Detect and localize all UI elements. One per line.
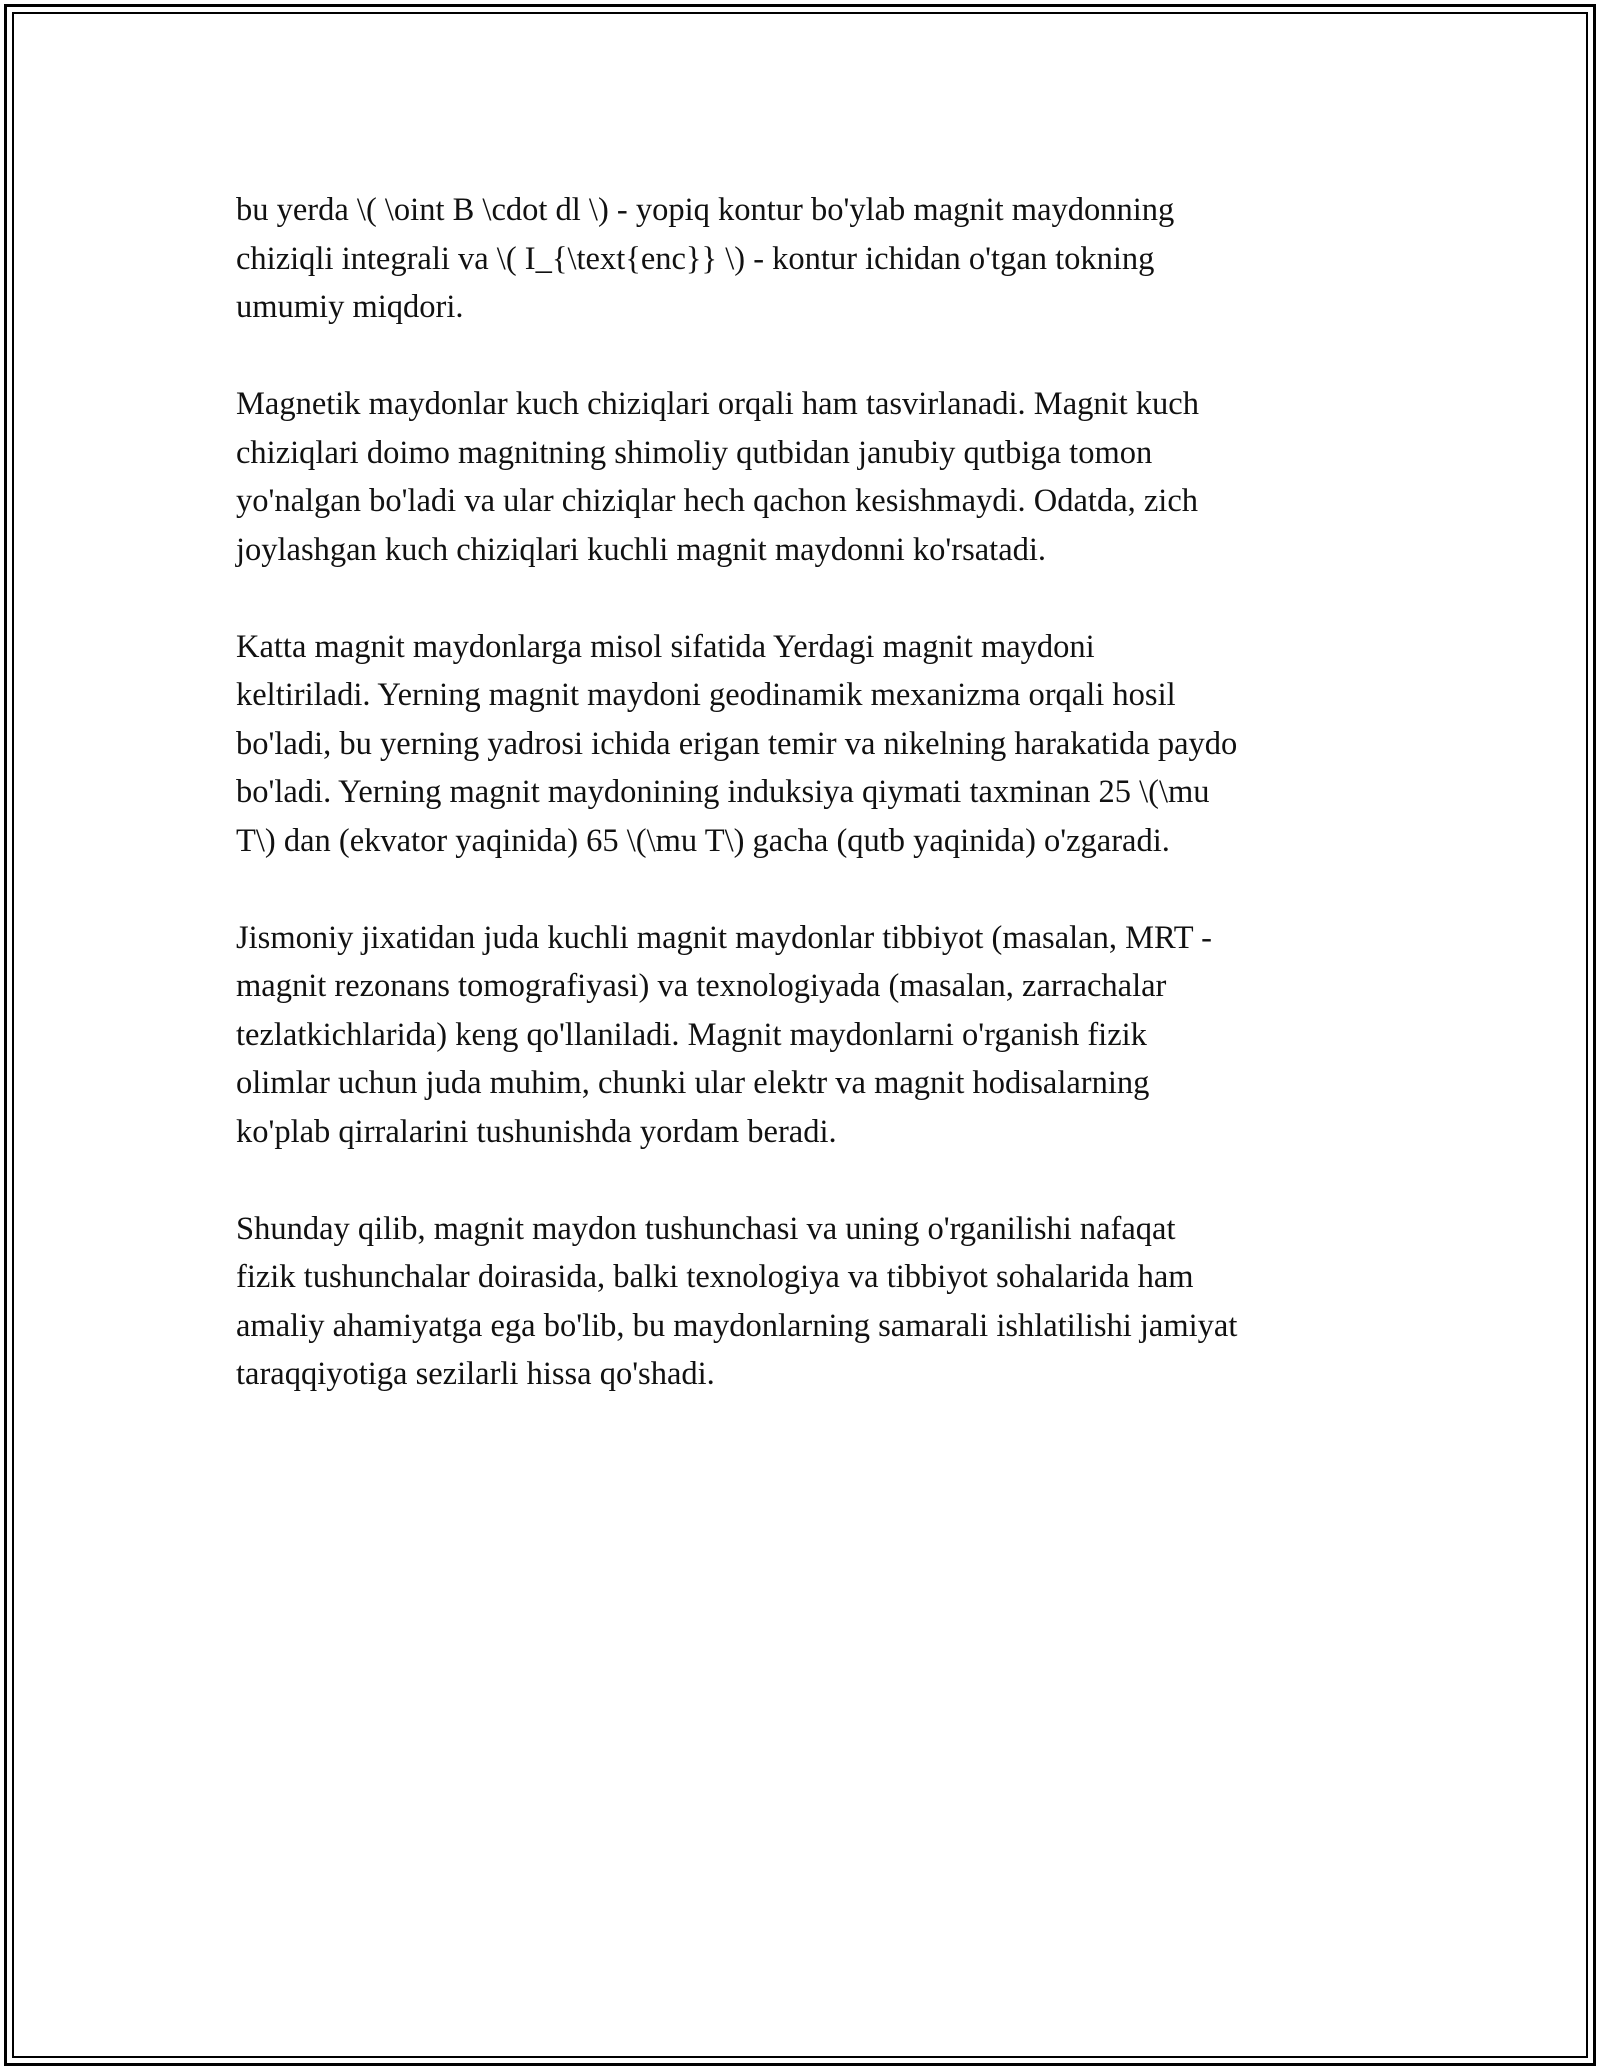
paragraph-applications: Jismoniy jixatidan juda kuchli magnit maydonlar tibbiyot (masalan, MRT - magnit rezonans tomografiyasi) va texnologiyada (masalan, zarrachalar tezlatkichlarida) keng qo'llaniladi. Magnit maydonlarni o'rganish fizik olimlar uchun juda muhim, chunki ular elektr va magnit hodisalarning ko'plab qirralarini tushunishda yordam beradi. xyxy=(236,919,1212,1150)
paragraph-ampere-law-explanation: bu yerda \( \oint B \cdot dl \) - yopiq kontur bo'ylab magnit maydonning chiziqli integrali va \( I_{\text{enc}} \) - kontur ichidan o'tgan tokning umumiy miqdori. xyxy=(236,192,1175,325)
paragraph-earth-magnetic-field: Katta magnit maydonlarga misol sifatida Yerdagi magnit maydoni keltiriladi. Yerning magnit maydoni geodinamik mexanizma orqali hosil bo'ladi, bu yerning yadrosi ichida erigan temir va nikelning harakatida paydo bo'ladi. Yerning magnit maydonining induksiya qiymati taxminan 25 \(\mu T\) dan (ekvator yaqinida) 65 \(\mu T\) gacha (qutb yaqinida) o'zgaradi. xyxy=(236,628,1238,859)
paragraph-field-lines: Magnetik maydonlar kuch chiziqlari orqali ham tasvirlanadi. Magnit kuch chiziqlari doimo magnitning shimoliy qutbidan janubiy qutbiga tomon yo'nalgan bo'ladi va ular chiziqlar hech qachon kesishmaydi. Odatda, zich joylashgan kuch chiziqlari kuchli magnit maydonni ko'rsatadi. xyxy=(236,386,1199,568)
paragraph-conclusion: Shunday qilib, magnit maydon tushunchasi va uning o'rganilishi nafaqat fizik tushunchalar doirasida, balki texnologiya va tibbiyot sohalarida ham amaliy ahamiyatga ega bo'lib, bu maydonlarning samarali ishlatilishi jamiyat taraqqiyotiga sezilarli hissa qo'shadi. xyxy=(236,1210,1238,1392)
document-body xyxy=(236,186,1376,1447)
